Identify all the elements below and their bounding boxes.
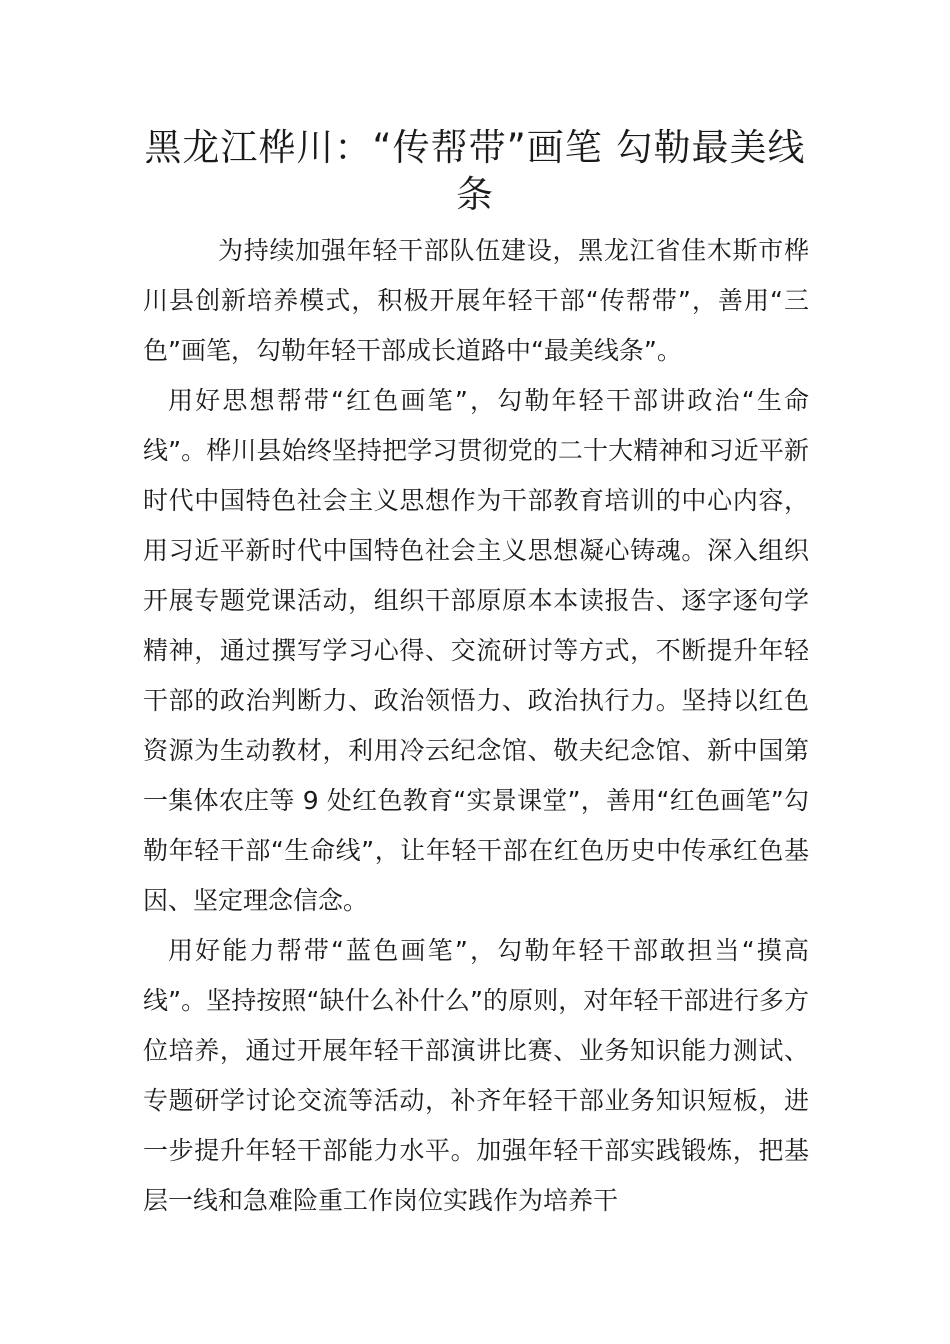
- paragraph-red-brush: 用好思想帮带“红色画笔”，勾勒年轻干部讲政治“生命线”。桦川县始终坚持把学习贯彻党的二十大精神和习近平新时代中国特色社会主义思想作为干部教育培训的中心内容，用习近平新时代中国特色社会主义思想凝心铸魂。深入组织开展专题党课活动，组织干部原原本本读报告、逐字逐句学精神，通过撰写学习心得、交流研讨等方式，不断提升年轻干部的政治判断力、政治领悟力、政治执行力。坚持以红色资源为生动教材，利用冷云纪念馆、敬夫纪念馆、新中国第一集体农庄等 9 处红色教育“实景课堂”，善用“红色画笔”勾勒年轻干部“生命线”，让年轻干部在红色历史中传承红色基因、坚定理念信念。: [143, 386, 809, 915]
- paragraph-blue-brush: 用好能力帮带“蓝色画笔”，勾勒年轻干部敢担当“摸高线”。坚持按照“缺什么补什么”的原则，对年轻干部进行多方位培养，通过开展年轻干部演讲比赛、业务知识能力测试、专题研学讨论交流等活动，补齐年轻干部业务知识短板，进一步提升年轻干部能力水平。加强年轻干部实践锻炼，把基层一线和急难险重工作岗位实践作为培养干: [143, 936, 809, 1215]
- document-body: [143, 226, 809, 1226]
- document-title: 黑龙江桦川：“传帮带”画笔 勾勒最美线条: [144, 126, 806, 216]
- paragraph-intro: 为持续加强年轻干部队伍建设，黑龙江省佳木斯市桦川县创新培养模式，积极开展年轻干部“传帮带”，善用“三色”画笔，勾勒年轻干部成长道路中“最美线条”。: [143, 236, 809, 365]
